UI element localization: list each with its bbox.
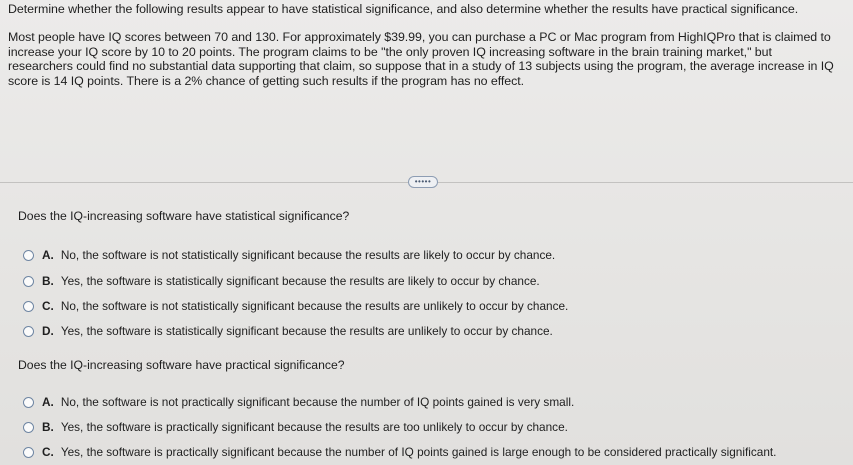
option-letter: A. <box>42 248 54 262</box>
q2-option-a[interactable] <box>23 394 574 410</box>
radio-button[interactable] <box>23 301 34 312</box>
option-letter: B. <box>42 274 54 288</box>
option-letter: A. <box>42 395 54 409</box>
question-2-prompt: Does the IQ-increasing software have practical significance? <box>18 358 345 372</box>
radio-button[interactable] <box>23 422 34 433</box>
q2-option-b[interactable] <box>23 419 568 435</box>
q1-option-c[interactable] <box>23 298 568 314</box>
radio-button[interactable] <box>23 250 34 261</box>
q1-option-a[interactable] <box>23 247 555 263</box>
radio-button[interactable] <box>23 326 34 337</box>
option-text: Yes, the software is practically significant because the number of IQ points gained is large enough to be considered practically significant. <box>60 445 777 459</box>
problem-text-line-4: score is 14 IQ points. There is a 2% chance of getting such results if the program has no effect. <box>8 74 525 88</box>
question-1-prompt: Does the IQ-increasing software have statistical significance? <box>18 209 350 223</box>
q1-option-b[interactable] <box>23 273 540 289</box>
option-text: No, the software is not practically significant because the number of IQ points gained is very small. <box>60 395 575 409</box>
option-letter: D. <box>42 324 54 338</box>
option-letter: C. <box>42 299 54 313</box>
radio-button[interactable] <box>23 447 34 458</box>
radio-button[interactable] <box>23 276 34 287</box>
instructions-heading: Determine whether the following results appear to have statistical significance, and also determine whether the results have practical significance. <box>8 2 799 16</box>
option-text: Yes, the software is practically significant because the results are too unlikely to occur by chance. <box>60 420 568 434</box>
q2-option-c[interactable] <box>23 444 776 460</box>
option-text: Yes, the software is statistically significant because the results are unlikely to occur by chance. <box>60 324 553 338</box>
option-text: Yes, the software is statistically significant because the results are likely to occur by chance. <box>60 274 540 288</box>
problem-text-line-3: researchers could find no substantial data supporting that claim, so suppose that in a study of 13 subjects using the program, the average increase in IQ <box>8 59 834 73</box>
q1-option-d[interactable] <box>23 323 553 339</box>
option-text: No, the software is not statistically significant because the results are unlikely to occur by chance. <box>60 299 569 313</box>
problem-text-line-1: Most people have IQ scores between 70 and 130. For approximately $39.99, you can purchase a PC or Mac program from HighIQPro that is claimed to <box>8 30 831 44</box>
option-letter: B. <box>42 420 54 434</box>
radio-button[interactable] <box>23 397 34 408</box>
expand-more-button[interactable]: ••••• <box>408 176 438 188</box>
option-letter: C. <box>42 445 54 459</box>
problem-text-line-2: increase your IQ score by 10 to 20 points. The program claims to be "the only proven IQ increasing software in the brain training market," but <box>8 45 772 59</box>
option-text: No, the software is not statistically significant because the results are likely to occur by chance. <box>60 248 556 262</box>
